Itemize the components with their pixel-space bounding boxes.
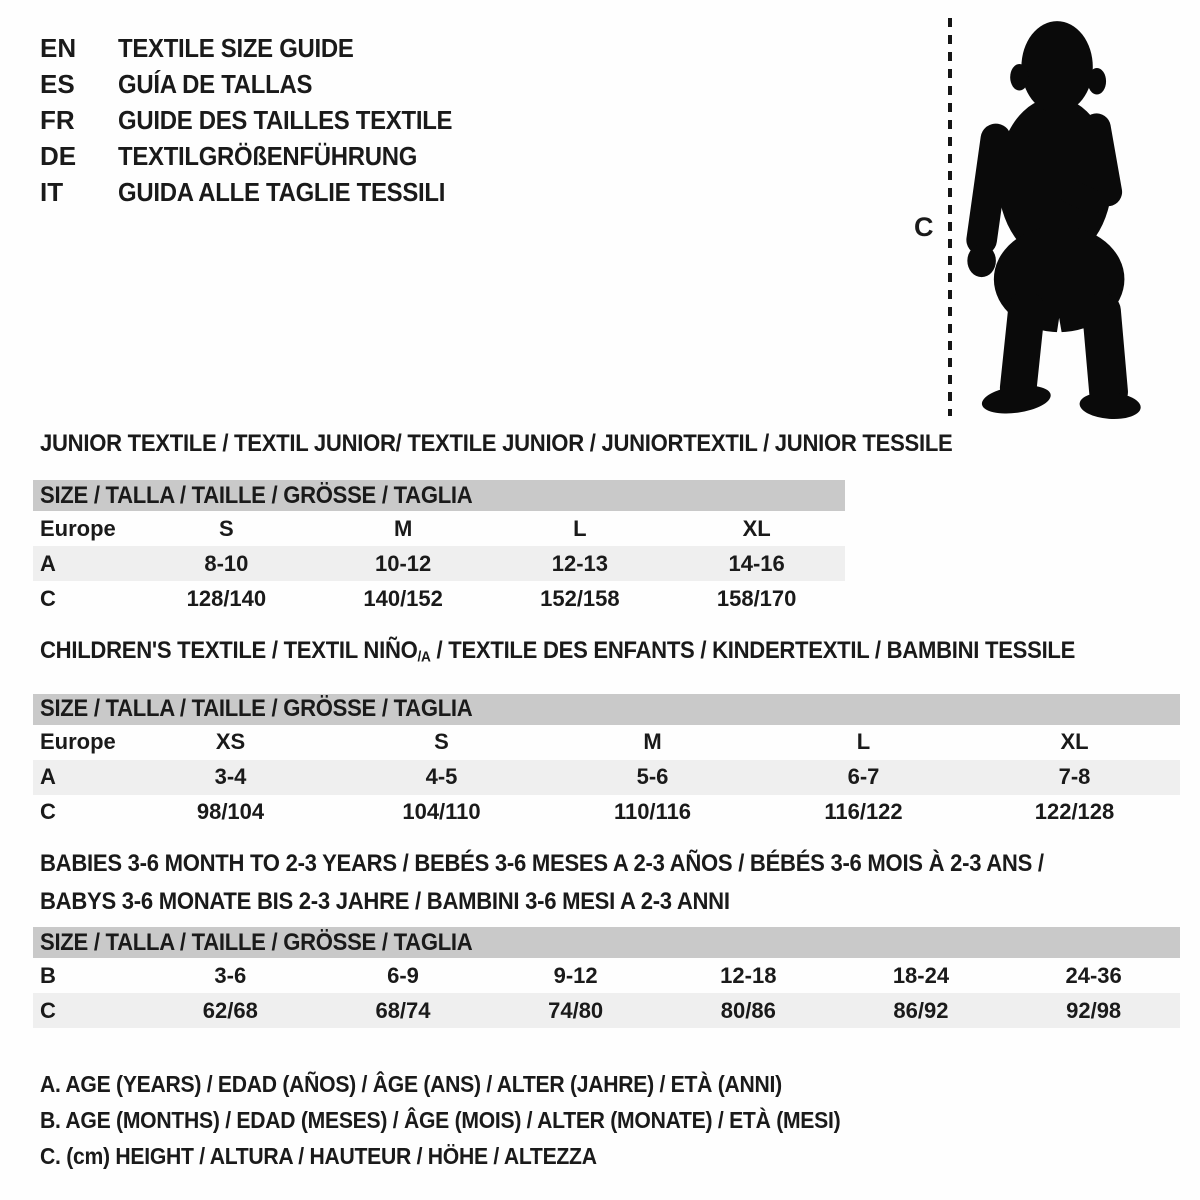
size-cell: 18-24 [892,962,950,988]
size-cell: 74/80 [548,997,604,1023]
size-cell: 68/74 [375,997,431,1023]
language-code: EN [40,32,77,63]
section-babies [33,845,1180,1028]
size-cell: 86/92 [893,997,949,1023]
table-row [33,958,1180,993]
language-row [40,102,481,138]
size-cell: 14-16 [728,550,785,576]
language-title: TEXTILGRÖßENFÜHRUNG [118,140,418,171]
size-cell: 104/110 [402,799,481,825]
size-cell: 140/152 [363,585,443,611]
size-cell: 3-4 [214,764,247,790]
size-cell: XL [742,515,771,541]
language-code: ES [40,68,75,99]
language-row [40,30,481,66]
table-row [33,546,845,581]
size-cell: 3-6 [214,962,247,988]
row-label: C [40,585,56,611]
language-title-list [40,30,481,210]
size-cell: XS [215,729,246,755]
language-title: GUIDE DES TAILLES TEXTILE [118,104,453,135]
table-row [33,760,1180,795]
table-row [33,993,1180,1028]
size-cell: 24-36 [1065,962,1122,988]
row-label: Europe [40,515,116,541]
size-cell: M [643,729,662,755]
size-cell: S [434,729,449,755]
size-cell: M [393,515,413,541]
height-dashed-line [948,18,952,416]
table-row [33,725,1180,760]
size-cell: 9-12 [553,962,598,988]
size-cell: 12-18 [720,962,777,988]
size-cell: 10-12 [374,550,432,576]
language-code: FR [40,104,75,135]
size-cell: 98/104 [196,799,265,825]
legend-line-b: B. AGE (MONTHS) / EDAD (MESES) / ÂGE (MOIS) / ALTER (MONATE) / ETÀ (MESI) [40,1106,841,1133]
size-cell: L [856,729,871,755]
row-label: C [40,799,56,825]
size-header-bar: SIZE / TALLA / TAILLE / GRÖSSE / TAGLIA [33,927,1180,958]
language-row [40,138,481,174]
size-cell: S [219,515,234,541]
size-cell: 122/128 [1034,799,1115,825]
table-row [33,581,845,616]
toddler-silhouette-icon [963,16,1141,424]
language-row [40,66,481,102]
size-cell: 6-7 [847,764,880,790]
size-cell: L [573,515,587,541]
children-size-table [33,725,1180,830]
table-row [33,511,845,546]
size-cell: 4-5 [425,764,458,790]
section-babies-title: BABIES 3-6 MONTH TO 2-3 YEARS / BEBÉS 3-6 MESES A 2-3 AÑOS / BÉBÉS 3-6 MOIS À 2-3 ANS / BABYS 3-6 MONATE BIS 2-3 JAHRE / BAMBINI 3-6 MESI A 2-3 ANNI [40,850,1044,915]
language-row [40,174,481,210]
row-label: A [40,550,56,576]
language-title: TEXTILE SIZE GUIDE [118,32,354,63]
size-header-bar: SIZE / TALLA / TAILLE / GRÖSSE / TAGLIA [33,694,1180,725]
size-cell: XL [1060,729,1089,755]
section-junior-title: JUNIOR TEXTILE / TEXTIL JUNIOR/ TEXTILE JUNIOR / JUNIORTEXTIL / JUNIOR TESSILE [40,430,953,457]
language-title: GUÍA DE TALLAS [118,68,313,99]
table-row [33,795,1180,830]
junior-size-table [33,511,845,616]
language-code: DE [40,140,77,171]
size-cell: 80/86 [720,997,776,1023]
section-children-title: CHILDREN'S TEXTILE / TEXTIL NIÑO/A / TEXTILE DES ENFANTS / KINDERTEXTIL / BAMBINI TESSILE [40,637,1076,666]
size-cell: 158/170 [716,585,797,611]
size-cell: 7-8 [1058,764,1091,790]
row-label: C [40,997,56,1023]
size-cell: 12-13 [551,550,609,576]
size-header-bar: SIZE / TALLA / TAILLE / GRÖSSE / TAGLIA [33,480,845,511]
size-cell: 6-9 [387,962,419,988]
row-label: Europe [40,729,116,755]
babies-size-table [33,958,1180,1028]
nino-a-subscript: /A [417,649,431,666]
size-cell: 62/68 [202,997,258,1023]
language-title: GUIDA ALLE TAGLIE TESSILI [118,176,446,207]
size-cell: 8-10 [204,550,249,576]
section-children [33,637,1180,830]
size-cell: 116/122 [824,799,903,825]
language-code: IT [40,176,64,207]
row-label: A [40,764,56,790]
size-cell: 5-6 [636,764,669,790]
size-cell: 110/116 [613,799,692,825]
measure-legend [33,1066,910,1174]
row-label: B [40,962,56,988]
height-measure-label: C [914,212,934,242]
legend-line-c: C. (cm) HEIGHT / ALTURA / HAUTEUR / HÖHE / ALTEZZA [40,1142,597,1169]
section-junior [33,430,953,616]
size-cell: 152/158 [540,585,620,611]
legend-line-a: A. AGE (YEARS) / EDAD (AÑOS) / ÂGE (ANS) / ALTER (JAHRE) / ETÀ (ANNI) [40,1070,782,1097]
size-cell: 128/140 [186,585,267,611]
size-cell: 92/98 [1066,997,1122,1023]
